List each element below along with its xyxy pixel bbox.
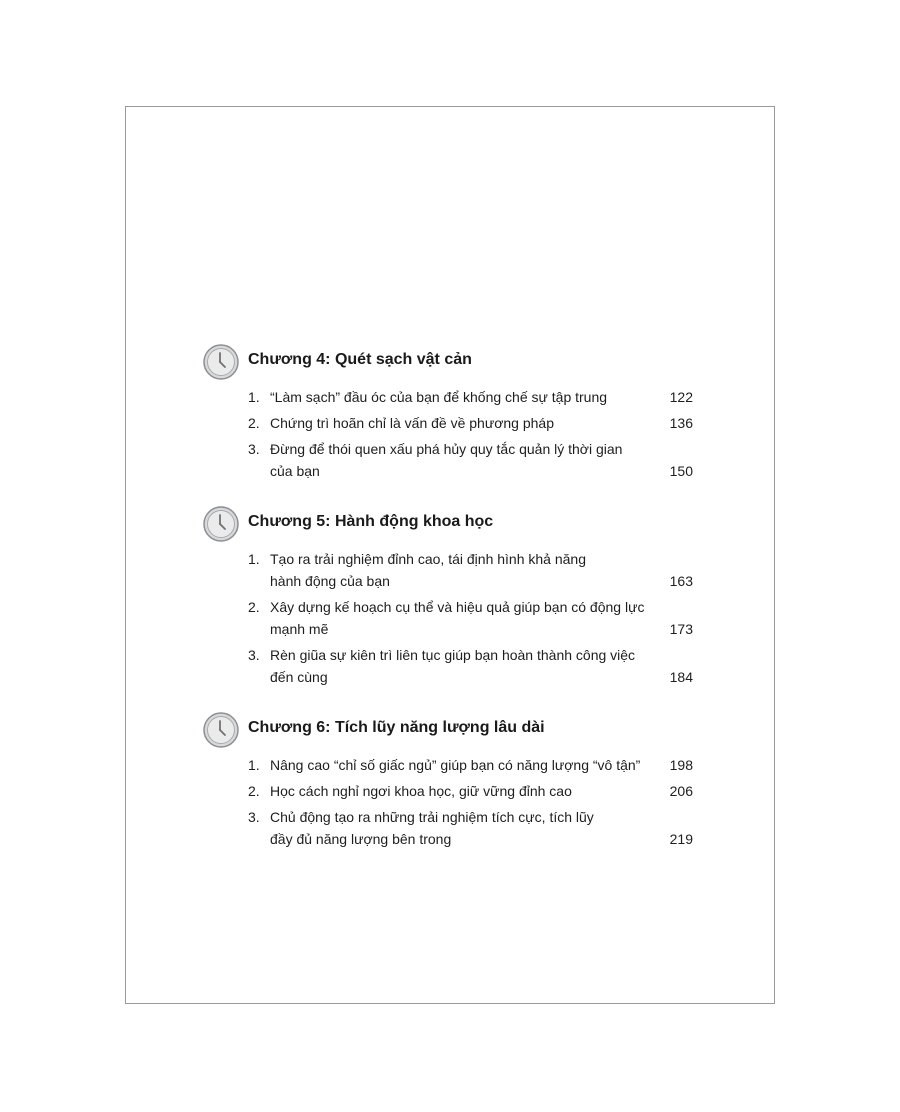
toc-entry [248, 806, 693, 850]
entry-title [270, 438, 670, 482]
chapter-heading [203, 506, 763, 542]
entry-title-line: đến cùng [270, 669, 328, 685]
clock-icon [203, 712, 239, 748]
page-number: 173 [669, 621, 693, 637]
chapter-heading [203, 712, 763, 748]
entry-title [270, 780, 670, 802]
entry-number: 2. [248, 599, 260, 615]
entry-title [270, 644, 670, 688]
toc-entry [248, 644, 693, 688]
chapter-title: Chương 5: Hành động khoa học [248, 513, 494, 530]
toc-entry [248, 412, 693, 434]
entry-title [270, 754, 670, 776]
entry-title-line: hành động của bạn [270, 573, 390, 589]
entry-title [270, 548, 670, 592]
page-number: 219 [669, 831, 693, 847]
clock-icon [203, 506, 239, 542]
entry-title [270, 412, 670, 434]
toc-entry [248, 548, 693, 592]
toc-entry [248, 438, 693, 482]
entry-title-line: Đừng để thói quen xấu phá hủy quy tắc quản lý thời gian [270, 441, 623, 457]
page-number: 198 [669, 757, 693, 773]
book-page [125, 106, 775, 1004]
page-number: 163 [669, 573, 693, 589]
entry-title [270, 596, 670, 640]
entry-title-line: Tạo ra trải nghiệm đỉnh cao, tái định hình khả năng [270, 551, 586, 567]
entry-title-line: Chủ động tạo ra những trải nghiệm tích cực, tích lũy [270, 809, 594, 825]
entry-title-line: mạnh mẽ [270, 621, 329, 637]
entry-title [270, 806, 670, 850]
entry-number: 1. [248, 551, 260, 567]
page-number: 184 [669, 669, 693, 685]
chapter-heading [203, 344, 763, 380]
entry-title-line: Nâng cao “chỉ số giấc ngủ” giúp bạn có năng lượng “vô tận” [270, 757, 641, 773]
entry-title [270, 386, 670, 408]
page-number: 136 [669, 415, 693, 431]
chapter-title: Chương 4: Quét sạch vật cản [248, 351, 472, 368]
toc-entry [248, 386, 693, 408]
entry-title-line: đầy đủ năng lượng bên trong [270, 831, 452, 847]
entry-title-line: của bạn [270, 463, 320, 479]
entry-number: 1. [248, 757, 260, 773]
entry-number: 2. [248, 415, 260, 431]
page-number: 150 [669, 463, 693, 479]
entry-number: 3. [248, 809, 260, 825]
entry-title-line: Chứng trì hoãn chỉ là vấn đề về phương pháp [270, 415, 554, 431]
entry-number: 3. [248, 647, 260, 663]
entry-title-line: Học cách nghỉ ngơi khoa học, giữ vững đỉnh cao [270, 783, 572, 799]
chapter-title: Chương 6: Tích lũy năng lượng lâu dài [248, 719, 545, 736]
clock-icon [203, 344, 239, 380]
entry-number: 2. [248, 783, 260, 799]
toc-entry [248, 754, 693, 776]
page-number: 122 [669, 389, 693, 405]
toc-entry [248, 780, 693, 802]
entry-number: 3. [248, 441, 260, 457]
toc-entry [248, 596, 693, 640]
entry-title-line: Xây dựng kế hoạch cụ thể và hiệu quả giúp bạn có động lực [270, 599, 645, 615]
entry-title-line: Rèn giũa sự kiên trì liên tục giúp bạn hoàn thành công việc [270, 647, 636, 663]
entry-title-line: “Làm sạch” đầu óc của bạn để khống chế sự tập trung [270, 389, 608, 405]
entry-number: 1. [248, 389, 260, 405]
page-number: 206 [669, 783, 693, 799]
